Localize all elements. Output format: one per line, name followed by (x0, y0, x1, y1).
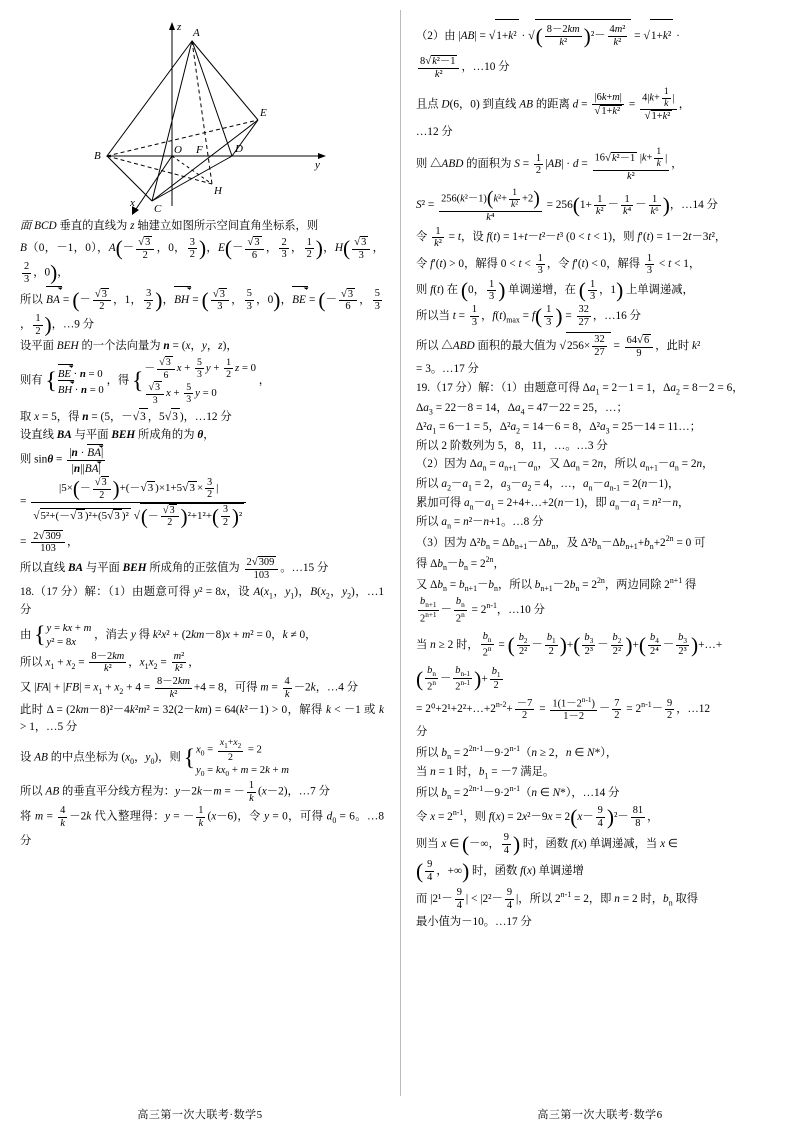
q19-2-line4: 所以 $a_n = n^2-n+1$。…8 分 (416, 516, 544, 531)
para-equations: 则有 { BE · n = 0 BH · n = 0 ，得 { － $\frac{√3}{6}$ x + $\frac{5}{3}$ y + $\frac{1}{2}$ z = 0 $\frac{√3}{3}$ x + $\frac{5}{3}$ y = 0 ， (20, 357, 271, 406)
svg-text:H: H (214, 185, 222, 197)
para-take-x: 取 x = 5，得 n = (5，－√3 ，5√3 )，…12 分 (20, 407, 384, 426)
q19-3-sum: 当 n ≥ 2 时， $\frac{b_n}{2^n}$ = ( $\frac{b_2}{\text{2²}}$ － $\frac{b_1}{2}$ )+( $\frac{b_3}{\text{2³}}$ － $\frac{b_2}{\text{2²}}$ )+( $\frac{b_4}{\text{2⁴}}$ － $\frac{b_3}{\text{2³}}$ )+…+ (416, 631, 723, 659)
q17-2-max: 所以当 t = $\frac{1}{3}$ ，$f(t)_{max} = f$( $\frac{1}{3}$ ) = $\frac{32}{27}$ ，…16 分 (416, 304, 641, 329)
q19-3-line4: $\frac{b_{n+1}}{2^{n+1}}$ － $\frac{b_n}{2^n}$ = $2^{n-1}$，…10 分 (420, 596, 545, 625)
q19-3-monotonic-cont: ( $\frac{9}{4}$ ，+∞) 时，函数 f(x) 单调递增 (416, 858, 584, 883)
q18-substitute: 将 m = $\frac{4}{k}$ －2k 代入整理得：y = － $\frac{1}{k}$ (x－6)，令 y = 0，可得 $d_0 = 6$。…8 分 (20, 805, 384, 848)
q19-3-monotonic: 则当 x ∈ (－∞， $\frac{9}{4}$ ) 时，函数 f(x) 单调递减，当 x ∈ (416, 831, 678, 856)
svg-text:x: x (130, 197, 135, 209)
q17-2-distance-score: …12 分 (416, 126, 453, 139)
q19-2-line3: 累加可得 $a_n-a_1$ = 2+4+…+2(n－1)，即 $a_n-a_1 = n^2-n$， (416, 496, 690, 512)
para-sin-expansion: = |5×(－ $\frac{√3}{2}$ )+(－√3 )×1+5√3 × $\frac{3}{2}$ | √5²+(－√3 )²+(5√3 )² √(－ $\frac{√3}{2}$ )²+1²+( $\frac{3}{2}$ )² (20, 476, 384, 528)
right-column-text (416, 18, 782, 931)
para-vectors: 所以 BA = (－ $\frac{√3}{2}$ ，1， $\frac{3}{2}$ )，BH = ( $\frac{√3}{3}$ ， $\frac{5}{3}$ ，0)，BE = (－ $\frac{√3}{6}$ ， $\frac{5}{3}$ ， $\frac{1}{2}$ )，…9 分 (20, 287, 380, 337)
para-coords: B（0，－1，0），A(－ $\frac{√3}{2}$ ，0， $\frac{3}{2}$ )，E(－ $\frac{√3}{6}$ ， $\frac{2}{3}$ ， $\frac{1}{2}$ )，H( $\frac{√3}{3}$ ， $\frac{2}{3}$ ，0)， (20, 236, 384, 286)
q17-2-area: 则 △ABD 的面积为 S = $\frac{1}{2}$ |AB| · d = 16√k²－1 |k+ $\frac{1}{k}$ | k² ， (416, 146, 683, 182)
q19-header: 19.（17 分）解：（1）由题意可得 $\Delta a_1 = 2-1 = 1$，$\Delta a_2 = 8-2 = 6$， (416, 382, 744, 397)
q18-sub-system: 由 { y = kx + m y² = 8x ，消去 y 得 k²x² + (2km－8)x + m² = 0，k ≠ 0， (20, 621, 317, 649)
q19-3-bn-all: 所以 $b_n = 2^{2n-1}-9\cdot 2^{n-1}(n$ ∈ N*），…14 分 (416, 783, 620, 801)
q18-midpoint: 设 AB 的中点坐标为 ($x_0$，$y_0$)，则 { $x_0$ = $\frac{x_1+x_2}{2}$ = 2 $y_0 = kx_0 + m = 2k + m$ (20, 736, 289, 778)
q19-3-line2: 得 $\Delta b_n-b_n = 2^{2n}$， (416, 555, 505, 573)
q18-discriminant: 此时 Δ = (2km－8)²－4k²m² = 32(2－km) = 64(k²－1) > 0，解得 k < －1 或 k > 1，…5 分 (20, 703, 384, 733)
q18-roots: 所以 $x_1 + x_2$ = $\frac{8-2km}{\text{k²}}$ ，$x_1x_2$ = $\frac{\text{m²}}{\text{k²}}$ ， (20, 650, 200, 675)
svg-text:y: y (315, 159, 320, 171)
geometry-figure (20, 16, 384, 216)
left-column-text (20, 218, 384, 854)
svg-text:A: A (193, 27, 200, 39)
q19-3-b1: 当 n = 1 时，$b_1 = -7$ 满足。 (416, 765, 555, 780)
q19-1-line2: $\Delta a_3 = 22-8 = 14$，$\Delta a_4 = 47-22 = 25$，…； (416, 401, 628, 416)
q17-2-final: 所以 △ABD 面积的最大值为 √256× $\frac{32}{27}$ = $\frac{64√6}{9}$ ，此时 k² (416, 333, 701, 359)
para-conclusion: 所以直线 BA 与平面 BEH 所成角的正弦值为 $\frac{2√309}{103}$ 。…15 分 (20, 555, 329, 581)
q18-focal-sum: 又 $|FA| + |FB| = x_1 + x_2 + 4$ = $\frac{8-2km}{\text{k²}}$ +4 = 8，可得 m = $\frac{4}{k}$ －2k，…4 分 (20, 676, 359, 700)
para-sin-theta: 则 sinθ = $\frac{|n \cdot BA|}{|n||BA|}$ (20, 447, 104, 475)
q19-1-line3: $\Delta^2a_1 = 6-1 = 5$，$\Delta^2a_2 = 14-6 = 8$，$\Delta^2a_3 = 25-14$ = 11…； (416, 420, 702, 436)
right-column (400, 0, 800, 1136)
svg-text:z: z (177, 21, 182, 33)
svg-text:C: C (154, 203, 162, 215)
footer-right: 高三第一次大联考·数学6 (537, 1109, 663, 1121)
q18-header: 18.（17 分）解：（1）由题意可得 y² = 8x，设 $A(x_1$，$y_1$)，$B(x_2$，$y_2$)，…1 分 (20, 586, 384, 617)
q19-3-line3: 又 $\Delta b_n = b_{n+1}-b_n$，所以 $b_{n+1}-2b_n = 2^{2n}$，两边同除 $2^{n+1}$ 得 (416, 576, 697, 594)
svg-text:O: O (174, 144, 182, 156)
svg-text:E: E (260, 107, 267, 119)
svg-text:B: B (94, 150, 101, 162)
q17-2-monotonic: 令 f′(t) > 0，解得 0 < t < $\frac{1}{3}$ ，令 f′(t) < 0，解得 $\frac{1}{3}$ < t < 1， (416, 252, 701, 277)
q19-3-line1: （3）因为 $\Delta^2b_n = \Delta b_{n+1}-\Delta b_n$，及 $\Delta^2b_n-\Delta b_{n+1}+b_n+2^{2n} = 0$ 可 (416, 534, 706, 552)
q17-2-s-squared: S² = 256(k²－1)(k²+ $\frac{1}{\text{k²}}$ +2) k⁴ = 256(1+ $\frac{1}{\text{k²}}$ － $\frac{1}{\text{k⁴}}$ － $\frac{1}{\text{k⁶}}$ )，…14 分 (416, 187, 718, 223)
para-axis-setup: 面 BCD 垂直的直线为 z 轴建立如图所示空间直角坐标系，则 (20, 220, 319, 232)
q19-3-bn: 所以 $b_n = 2^{2n-1}-9\cdot 2^{n-1}(n \ge 2$，n ∈ N*）， (416, 743, 618, 761)
q17-2-substitution: 令 $\frac{1}{\text{k²}}$ = t，设 f(t) = 1+t－t²－t³ (0 < t < 1)，则 f′(t) = 1－2t－3t²， (416, 225, 727, 250)
para-angle-def: 设直线 BA 与平面 BEH 所成角的为 θ， (20, 428, 215, 441)
q19-2-line2: 所以 $a_2-a_1 = 2$，$a_3-a_2 = 4$，…，$a_n-a_{n-1} = 2(n-1)$， (416, 477, 680, 492)
q19-3-sum-cont: ( $\frac{b_n}{2^n}$ － $\frac{b_{n-1}}{2^{n-1}}$ )+ $\frac{b_1}{2}$ (416, 664, 501, 693)
q19-3-substitute: 令 $x = 2^{n-1}$，则 f(x) = 2x²－9x = 2(x－ $\frac{9}{4}$ )²－ $\frac{81}{8}$ ， (416, 804, 659, 829)
q19-3-compare: 而 |2¹－ $\frac{9}{4}$ | < |2²－ $\frac{9}{4}$ |，所以 $2^{n-1} = 2$，即 n = 2 时，$b_n$ 取得 (416, 887, 699, 911)
para-sin-result: = $\frac{2√309}{103}$ ， (20, 529, 79, 555)
svg-text:D: D (235, 143, 243, 155)
q19-3-geometric-score: 分 (416, 726, 428, 739)
q19-2-line1: （2）因为 $\Delta a_n = a_{n+1}-a_n$，又 $\Delta a_n = 2n$，所以 $a_{n+1}-a_n = 2n$， (416, 458, 714, 473)
q19-3-final: 最小值为－10。…17 分 (416, 916, 532, 929)
para-normal-vector: 设平面 BEH 的一个法向量为 n = (x，y，z)， (20, 340, 238, 353)
svg-text:F: F (196, 144, 203, 156)
q17-2-ab-length-cont: $\frac{\text{8√k²－1}}{\text{k²}}$ ，…10 分 (420, 54, 510, 80)
q18-perp-bisector: 所以 AB 的垂直平分线方程为：y－2k－m = － $\frac{1}{k}$ (x－2)，…7 分 (20, 780, 330, 804)
q19-3-geometric: = $2^0+2^1+2^2+\dots+2^{n-2}+$ $\frac{-7}{2}$ = $\frac{1(1-2^{n-1})}{1-2}$ － $\frac{7}{2}$ = $2^{n-1}-$ $\frac{9}{2}$ ，…12 (416, 696, 711, 723)
q17-2-intervals: 则 f(t) 在 (0， $\frac{1}{3}$ ) 单调递增，在 ( $\frac{1}{3}$ ，1) 上单调递减， (416, 278, 694, 303)
q17-2-final-cont: = 3。…17 分 (416, 363, 479, 376)
q17-2-ab-length: （2）由 |AB| = √1+k² · √( $\frac{8-2km}{\text{k²}}$ )²－ $\frac{\text{4m²}}{\text{k²}}$ = √1+k² · (416, 18, 782, 54)
footer-left: 高三第一次大联考·数学5 (137, 1109, 263, 1121)
q17-2-distance: 且点 D(6，0) 到直线 AB 的距离 d = $\frac{|6k+m|}{\text{√1+k²}}$ = 4|k+ $\frac{1}{k}$ | √1+k² ， (416, 86, 691, 123)
q19-1-line4: 所以 2 阶数列为 5，8，11，…。…3 分 (416, 440, 608, 453)
